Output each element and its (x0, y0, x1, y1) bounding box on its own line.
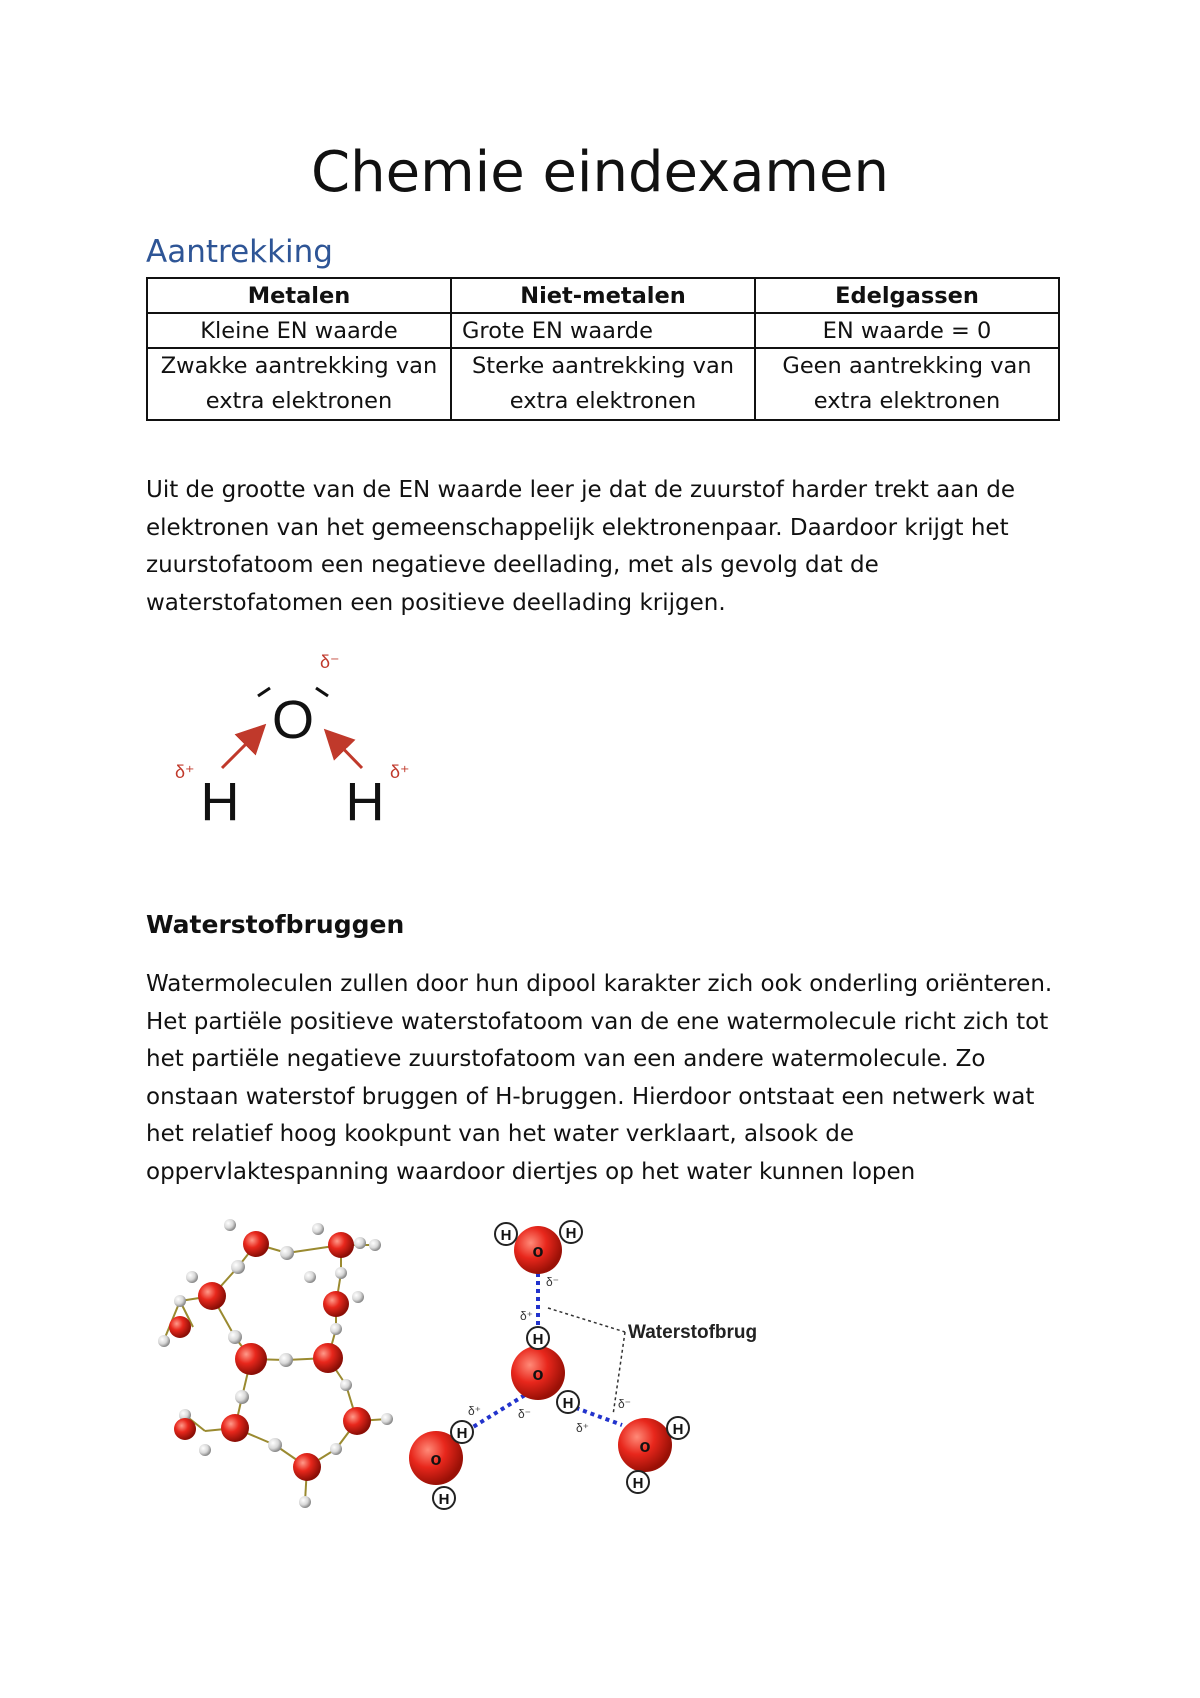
charge-hydrogen-right: δ⁺ (390, 762, 410, 782)
table-row (147, 348, 1059, 420)
network-bonds (164, 1244, 387, 1502)
table-cell: Zwakke aantrekking van extra elektronen (147, 348, 451, 420)
oxygen-symbol: o (639, 1436, 651, 1456)
hydrogen-symbol: H (500, 1227, 512, 1244)
hydrogen-symbol: H (632, 1475, 644, 1492)
water-molecule-center (511, 1327, 579, 1413)
table-cell: Kleine EN waarde (147, 313, 451, 348)
hydrogen-bond-figure (400, 1210, 800, 1520)
arrow-right (328, 733, 362, 768)
section-heading-aantrekking: Aantrekking (146, 234, 333, 270)
table-row (147, 313, 1059, 348)
table-cell: Geen aantrekking van extra elektronen (755, 348, 1059, 420)
en-table (146, 277, 1060, 421)
hydrogen-symbol: H (456, 1425, 468, 1442)
delta-plus-label: δ⁺ (520, 1309, 534, 1323)
charge-hydrogen-left: δ⁺ (175, 762, 195, 782)
delta-plus-label: δ⁺ (576, 1421, 590, 1435)
network-hydrogen-atoms (158, 1219, 393, 1508)
page-title: Chemie eindexamen (311, 140, 889, 205)
paragraph-waterstofbruggen: Watermoleculen zullen door hun dipool karakter zich ook onderling oriënteren. Het partiële positieve waterstofatoom van de ene watermolecule richt zich tot het partiële negatieve zuurstofatoom van een andere watermolecule. Zo onstaan waterstof bruggen of H-bruggen. Hierdoor ontstaat een netwerk wat het relatief hoog kookpunt van het water verklaart, alsook de oppervlaktespanning waardoor diertjes op het water kunnen lopen (146, 971, 1053, 1185)
hydrogen-right-symbol: H (345, 772, 385, 828)
water-network-figure (150, 1205, 410, 1515)
table-cell: Grote EN waarde (451, 313, 755, 348)
hydrogen-left-symbol: H (200, 772, 240, 828)
charge-oxygen: δ⁻ (320, 652, 340, 672)
water-dipole-figure (160, 648, 430, 828)
water-molecule-top (495, 1221, 582, 1274)
hydrogen-symbol: H (672, 1421, 684, 1438)
table-cell: EN waarde = 0 (755, 313, 1059, 348)
hydrogen-symbol: H (565, 1225, 577, 1242)
oxygen-symbol: o (430, 1449, 442, 1469)
water-molecule-left (409, 1421, 473, 1509)
arrow-left (222, 728, 262, 768)
lone-pair-left (258, 688, 270, 696)
hydrogen-symbol: H (562, 1395, 574, 1412)
waterstofbrug-label: Waterstofbrug (628, 1322, 758, 1343)
table-cell: Sterke aantrekking van extra elektronen (451, 348, 755, 420)
oxygen-symbol: o (532, 1241, 544, 1261)
delta-minus-label: δ⁻ (618, 1397, 632, 1411)
hydrogen-symbol: H (532, 1331, 544, 1348)
table-header-row (147, 278, 1059, 313)
delta-plus-label: δ⁺ (468, 1404, 482, 1418)
table-header-cell: Metalen (147, 278, 451, 313)
delta-minus-label: δ⁻ (546, 1275, 560, 1289)
hydrogen-symbol: H (438, 1491, 450, 1508)
section-heading-waterstofbruggen: Waterstofbruggen (146, 910, 405, 939)
oxygen-symbol: o (532, 1364, 544, 1384)
water-molecule-right (618, 1417, 689, 1493)
oxygen-symbol: O (271, 690, 315, 750)
paragraph-en-explanation: Uit de grootte van de EN waarde leer je dat de zuurstof harder trekt aan de elektronen van het gemeenschappelijk elektronenpaar. Daardoor krijgt het zuurstofatoom een negatieve deellading, met als gevolg dat de waterstofatomen een positieve deellading krijgen. (146, 477, 1016, 616)
table-header-cell: Niet-metalen (451, 278, 755, 313)
table-header-cell: Edelgassen (755, 278, 1059, 313)
delta-minus-label: δ⁻ (518, 1407, 532, 1421)
lone-pair-right (316, 688, 328, 696)
